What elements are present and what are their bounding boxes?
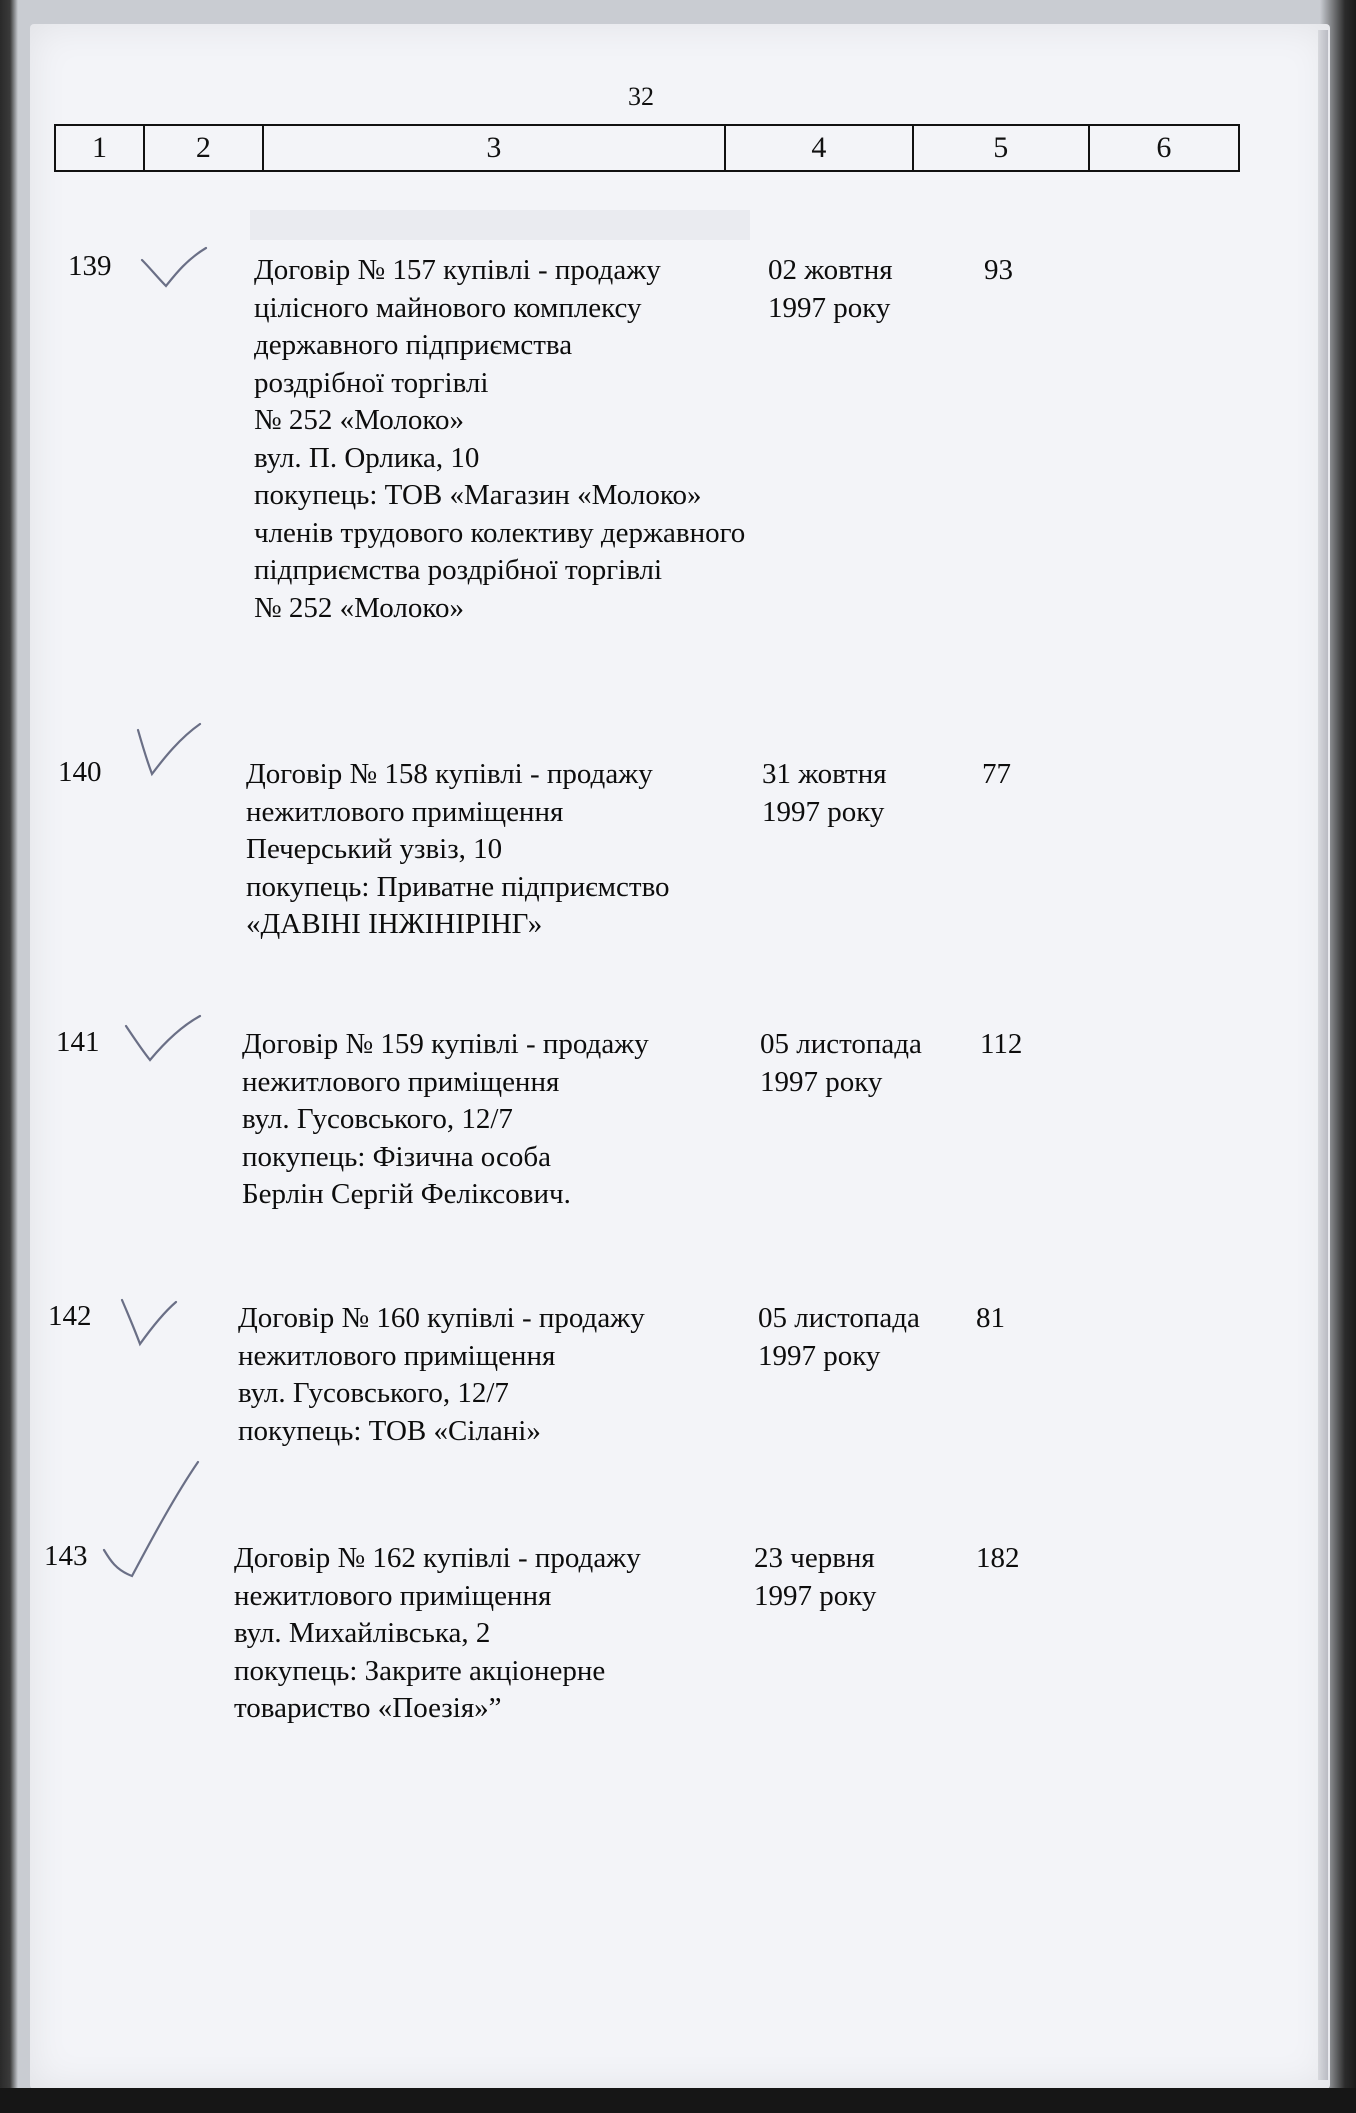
column-header-2: 2 bbox=[144, 125, 263, 171]
page-number: 32 bbox=[628, 82, 654, 111]
checkmark-icon bbox=[140, 246, 210, 291]
entry-pages: 77 bbox=[982, 758, 1011, 790]
bleed-through-shadow bbox=[250, 210, 750, 240]
checkmark-icon bbox=[102, 1460, 202, 1580]
column-header-table bbox=[54, 124, 1240, 172]
entry-date: 05 листопада 1997 року bbox=[760, 1028, 922, 1098]
checkmark-icon bbox=[136, 720, 206, 780]
scanner-bottom-strip bbox=[0, 2088, 1356, 2113]
entry-number: 141 bbox=[56, 1026, 100, 1058]
page-edge bbox=[1318, 30, 1328, 2080]
entry-description: Договір № 159 купівлі - продажу нежитлового приміщення вул. Гусовського, 12/7 покупець: Фізична особа Берлін Сергій Феліксович. bbox=[242, 1028, 649, 1210]
entry-description: Договір № 162 купівлі - продажу нежитлового приміщення вул. Михайлівська, 2 покупець: Закрите акціонерне товариство «Поезія»” bbox=[234, 1542, 641, 1724]
entry-number: 139 bbox=[68, 250, 112, 282]
entry-date: 05 листопада 1997 року bbox=[758, 1302, 920, 1372]
entry-description: Договір № 158 купівлі - продажу нежитлового приміщення Печерський узвіз, 10 покупець: Приватне підприємство «ДАВІНІ ІНЖІНІРІНГ» bbox=[246, 758, 670, 940]
checkmark-icon bbox=[124, 1014, 204, 1064]
entry-date: 02 жовтня 1997 року bbox=[768, 254, 893, 324]
entry-pages: 112 bbox=[980, 1028, 1023, 1060]
entry-pages: 182 bbox=[976, 1542, 1020, 1574]
checkmark-icon bbox=[120, 1296, 180, 1348]
column-header-4: 4 bbox=[725, 125, 913, 171]
column-header-3: 3 bbox=[263, 125, 725, 171]
column-header-1: 1 bbox=[55, 125, 144, 171]
column-header-5: 5 bbox=[913, 125, 1089, 171]
entry-number: 142 bbox=[48, 1300, 92, 1332]
entry-number: 143 bbox=[44, 1540, 88, 1572]
entry-description: Договір № 160 купівлі - продажу нежитлового приміщення вул. Гусовського, 12/7 покупець: ТОВ «Сілані» bbox=[238, 1302, 645, 1447]
entry-pages: 93 bbox=[984, 254, 1013, 286]
entry-number: 140 bbox=[58, 756, 102, 788]
entry-date: 23 червня 1997 року bbox=[754, 1542, 877, 1612]
entry-pages: 81 bbox=[976, 1302, 1005, 1334]
entry-date: 31 жовтня 1997 року bbox=[762, 758, 887, 828]
column-header-6: 6 bbox=[1089, 125, 1239, 171]
entry-description: Договір № 157 купівлі - продажу цілісного майнового комплексу державного підприємства роздрібної торгівлі № 252 «Молоко» вул. П. Орлика, 10 покупець: ТОВ «Магазин «Молоко» членів трудового колективу державного підприємства роздрібної торгівлі № 252 «Молоко» bbox=[254, 254, 746, 624]
